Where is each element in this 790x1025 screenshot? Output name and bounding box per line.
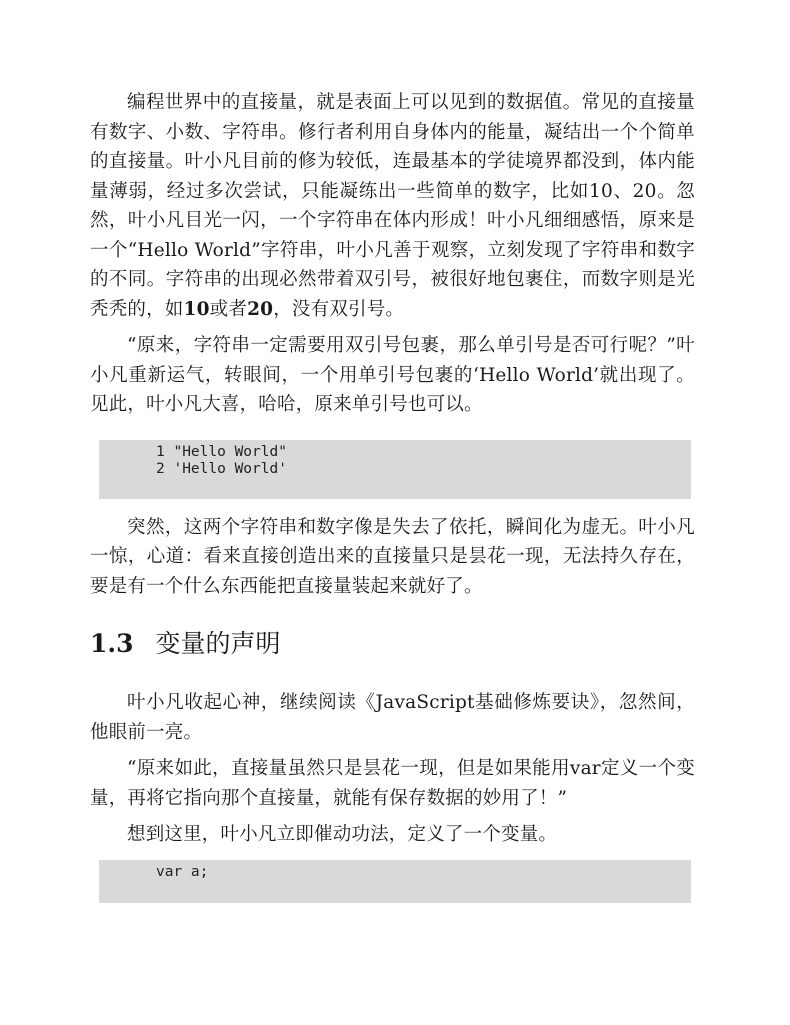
paragraph-reading: 叶小凡收起心神，继续阅读《JavaScript基础修炼要诀》，忽然间，他眼前一亮。: [90, 692, 695, 743]
code-block-strings: [99, 440, 691, 499]
code-line: var a;: [156, 863, 209, 880]
connector-text: 或者: [209, 298, 248, 320]
paragraph-define-variable: 想到这里，叶小凡立即催动功法，定义了一个变量。: [127, 824, 558, 845]
paragraph-literals-end: ，没有双引号。: [273, 298, 405, 320]
paragraph-vanish: 突然，这两个字符串和数字像是失去了依托，瞬间化为虚无。叶小凡一惊，心道：看来直接创造出来的直接量只是昙花一现，无法持久存在，要是有一个什么东西能把直接量装起来就好了。: [90, 516, 695, 597]
section-title: 变量的声明: [155, 629, 281, 658]
number-10: 10: [183, 298, 210, 320]
section-heading: [90, 628, 695, 660]
code-block-var: [99, 860, 691, 903]
paragraph-literals-text: 编程世界中的直接量，就是表面上可以见到的数据值。常见的直接量有数字、小数、字符串。修行者利用自身体内的能量，凝结出一个个简单的直接量。叶小凡目前的修为较低，连最基本的学徒境界都没到，体内能量薄弱，经过多次尝试，只能凝练出一些简单的数字，比如10、20。忽然，叶小凡目光一闪，一个字符串在体内形成！叶小凡细细感悟，原来是一个“Hello World”字符串，叶小凡善于观察，立刻发现了字符串和数字的不同。字符串的出现必然带着双引号，被很好地包裹住，而数字则是光秃秃的，如: [90, 92, 695, 320]
paragraph-var-idea: “原来如此，直接量虽然只是昙花一现，但是如果能用var定义一个变量，再将它指向那个直接量，就能有保存数据的妙用了！”: [90, 758, 695, 809]
section-number: 1.3: [90, 629, 134, 658]
document-page: [90, 88, 695, 903]
paragraph-literals: [90, 88, 695, 324]
number-20: 20: [247, 298, 274, 320]
paragraph-single-quote: “原来，字符串一定需要用双引号包裹，那么单引号是否可行呢？”叶小凡重新运气，转眼间，一个用单引号包裹的‘Hello World’就出现了。见此，叶小凡大喜，哈哈，原来单引号也可以。: [90, 335, 695, 415]
code-line: 1 "Hello World": [156, 443, 287, 460]
code-line: 2 'Hello World': [156, 460, 287, 477]
